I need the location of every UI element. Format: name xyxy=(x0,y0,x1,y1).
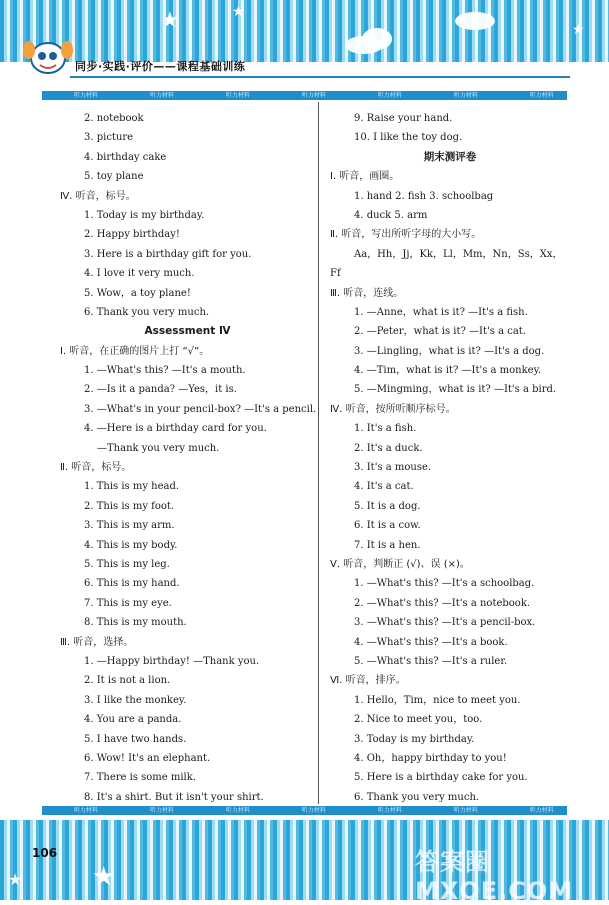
transcript-line: 3. Here is a birthday gift for you. xyxy=(84,248,252,260)
transcript-line: 4. I love it very much. xyxy=(84,268,195,280)
transcript-line: 1. It's a fish. xyxy=(354,423,417,435)
tape-label: 听力材料 xyxy=(377,807,402,814)
tape-label: 听力材料 xyxy=(377,92,402,99)
transcript-line: 3. I like the monkey. xyxy=(84,694,187,706)
transcript-line: 8. This is my mouth. xyxy=(84,617,187,629)
transcript-line: 1. This is my head. xyxy=(84,481,180,493)
question-heading: Ⅳ. 听音，标号。 xyxy=(60,190,136,202)
star-icon: ★ xyxy=(160,8,180,33)
transcript-line: 5. —What's this? —It's a ruler. xyxy=(354,655,508,667)
transcript-line: 2. It's a duck. xyxy=(354,442,423,454)
transcript-line: 2. —What's this? —It's a notebook. xyxy=(354,597,531,609)
tape-label: 听力材料 xyxy=(529,807,554,814)
transcript-line: Ff xyxy=(330,268,341,280)
transcript-line: 1. —Anne，what is it? —It's a fish. xyxy=(354,306,528,318)
question-heading: Ⅱ. 听音，标号。 xyxy=(60,462,132,474)
transcript-line: 2. —Is it a panda? —Yes，it is. xyxy=(84,384,237,396)
transcript-line: 4. This is my body. xyxy=(84,539,178,551)
transcript-line: —Thank you very much. xyxy=(97,442,220,454)
cloud-decoration xyxy=(455,12,495,30)
transcript-line: 3. It's a mouse. xyxy=(354,462,432,474)
page-number: 106 xyxy=(32,846,58,860)
transcript-line: 6. It is a cow. xyxy=(354,520,421,532)
header-rule xyxy=(70,76,570,78)
tape-label: 听力材料 xyxy=(225,807,250,814)
transcript-line: 6. Wow! It's an elephant. xyxy=(84,752,211,764)
tape-label: 听力材料 xyxy=(74,807,99,814)
transcript-line: 6. This is my hand. xyxy=(84,578,180,590)
transcript-line: 7. This is my eye. xyxy=(84,597,172,609)
transcript-line: 3. Today is my birthday. xyxy=(354,733,475,745)
section-title: 期末测评卷 xyxy=(423,150,477,163)
column-divider xyxy=(318,102,319,804)
transcript-line: 5. This is my leg. xyxy=(84,558,170,570)
tape-label: 听力材料 xyxy=(74,92,99,99)
tape-label: 听力材料 xyxy=(529,92,554,99)
transcript-line: 1. —What's this? —It's a schoolbag. xyxy=(354,578,535,590)
tape-label: 听力材料 xyxy=(149,92,174,99)
question-heading: Ⅱ. 听音，写出所听字母的大小写。 xyxy=(330,229,482,241)
transcript-line: 2. notebook xyxy=(84,113,144,124)
tape-label: 听力材料 xyxy=(453,807,478,814)
transcript-line: 9. Raise your hand. xyxy=(354,113,453,124)
question-heading: Ⅲ. 听音，选择。 xyxy=(60,636,134,648)
star-icon: ★ xyxy=(8,870,23,889)
star-icon: ★ xyxy=(92,862,116,892)
transcript-line: 1. —What's this? —It's a mouth. xyxy=(84,365,246,377)
transcript-line: 4. duck 5. arm xyxy=(354,209,428,221)
listening-material-tape-bottom xyxy=(42,806,567,815)
listening-material-tape-top xyxy=(42,91,567,100)
transcript-line: 3. This is my arm. xyxy=(84,520,175,532)
right-column xyxy=(330,109,570,807)
transcript-line: 10. I like the toy dog. xyxy=(354,132,463,144)
cloud-decoration xyxy=(362,28,392,50)
question-heading: Ⅲ. 听音，连线。 xyxy=(330,287,404,299)
transcript-line: 3. —What's in your pencil-box? —It's a pencil. xyxy=(84,403,317,415)
question-heading: Ⅴ. 听音，判断正 (√)、误 (×)。 xyxy=(330,558,470,570)
star-icon: ★ xyxy=(232,4,245,20)
transcript-line: 5. Here is a birthday cake for you. xyxy=(354,772,528,784)
question-heading: Ⅵ. 听音，排序。 xyxy=(330,675,406,687)
transcript-line: 4. birthday cake xyxy=(84,151,167,163)
transcript-line: 2. —Peter，what is it? —It's a cat. xyxy=(354,326,526,338)
left-column xyxy=(60,109,315,807)
tape-label: 听力材料 xyxy=(301,92,326,99)
tape-label: 听力材料 xyxy=(225,92,250,99)
transcript-line: 5. toy plane xyxy=(84,171,144,183)
question-heading: Ⅰ. 听音，在正确的图片上打 “√”。 xyxy=(60,345,210,357)
section-title: Assessment Ⅳ xyxy=(144,325,231,338)
transcript-line: 2. This is my foot. xyxy=(84,500,175,512)
transcript-line: 3. —Lingling，what is it? —It's a dog. xyxy=(354,345,545,357)
transcript-line: 5. It is a dog. xyxy=(354,500,421,512)
question-heading: Ⅳ. 听音，按所听顺序标号。 xyxy=(330,403,456,415)
transcript-line: 1. Today is my birthday. xyxy=(84,209,205,221)
transcript-line: 8. It's a shirt. But it isn't your shirt. xyxy=(84,791,264,803)
watermark: 答案圈 MXQE.COM xyxy=(415,848,574,905)
transcript-line: 7. It is a hen. xyxy=(354,539,421,551)
transcript-line: 1. Hello，Tim，nice to meet you. xyxy=(354,694,521,706)
header-title: 同步·实践·评价——课程基础训练 xyxy=(75,60,246,73)
transcript-line: 3. picture xyxy=(84,132,134,144)
transcript-line: 1. hand 2. fish 3. schoolbag xyxy=(354,190,494,202)
transcript-line: 1. —Happy birthday! —Thank you. xyxy=(84,655,260,667)
question-heading: Ⅰ. 听音，画圈。 xyxy=(330,171,400,183)
transcript-line: 5. Wow，a toy plane! xyxy=(84,287,191,299)
transcript-line: 4. You are a panda. xyxy=(84,714,182,726)
transcript-line: 5. I have two hands. xyxy=(84,733,187,745)
tape-label: 听力材料 xyxy=(453,92,478,99)
transcript-line: 7. There is some milk. xyxy=(84,772,196,784)
transcript-line: 4. —What's this? —It's a book. xyxy=(354,636,508,648)
transcript-line: 6. Thank you very much. xyxy=(84,306,210,318)
transcript-line: 6. Thank you very much. xyxy=(354,791,480,803)
transcript-line: 2. Happy birthday! xyxy=(84,229,180,241)
mascot-icon xyxy=(20,38,78,80)
transcript-line: 3. —What's this? —It's a pencil-box. xyxy=(354,617,536,629)
tape-label: 听力材料 xyxy=(149,807,174,814)
top-decorative-band xyxy=(0,0,609,62)
transcript-line: 4. Oh，happy birthday to you! xyxy=(354,752,507,764)
tape-label: 听力材料 xyxy=(301,807,326,814)
transcript-line: 4. —Here is a birthday card for you. xyxy=(84,423,267,435)
transcript-line: 4. —Tim，what is it? —It's a monkey. xyxy=(354,365,542,377)
transcript-line: Aa，Hh，Jj，Kk，Ll，Mm，Nn，Ss，Xx， xyxy=(354,248,563,260)
star-icon: ★ xyxy=(572,22,585,38)
transcript-line: 2. Nice to meet you，too. xyxy=(354,714,483,726)
transcript-line: 4. It's a cat. xyxy=(354,481,414,493)
transcript-line: 5. —Mingming，what is it? —It's a bird. xyxy=(354,384,557,396)
transcript-line: 2. It is not a lion. xyxy=(84,675,171,687)
